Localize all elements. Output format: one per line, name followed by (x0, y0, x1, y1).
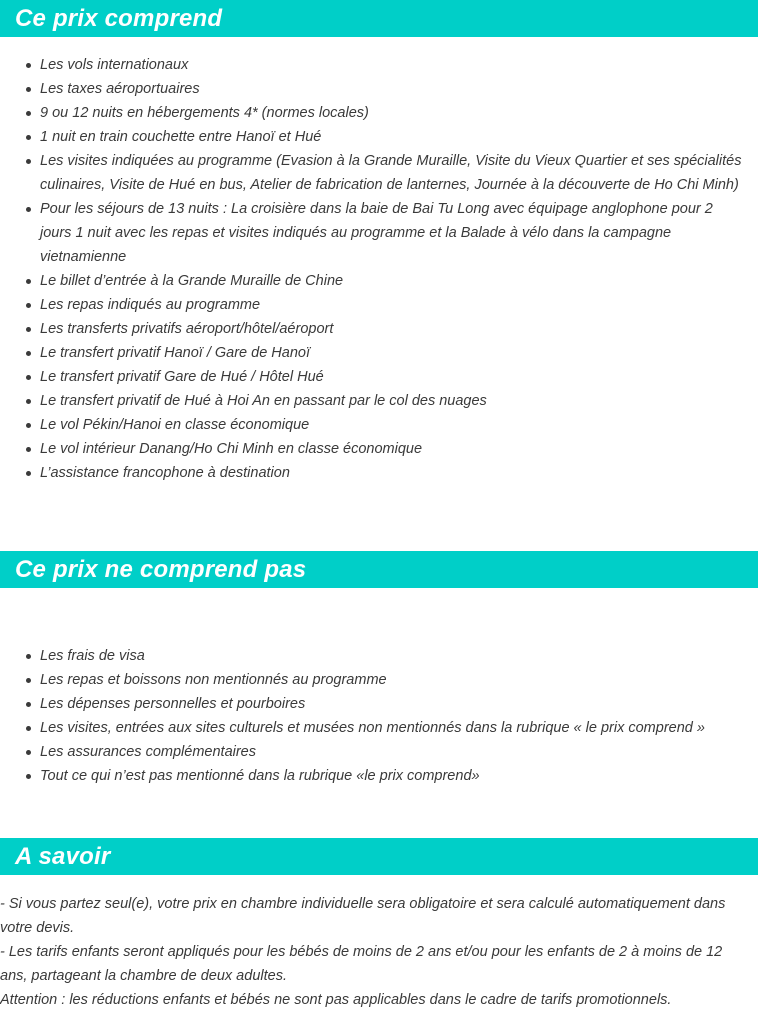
bullet-icon (26, 678, 31, 683)
includes-section (0, 0, 758, 485)
bullet-icon (26, 159, 31, 164)
bullet-icon (26, 726, 31, 731)
includes-list (0, 53, 758, 485)
list-item (0, 341, 758, 365)
list-item (0, 668, 758, 692)
bullet-icon (26, 351, 31, 356)
list-item (0, 293, 758, 317)
list-item-text: Le transfert privatif Gare de Hué / Hôtel Hué (40, 369, 324, 385)
bullet-icon (26, 207, 31, 212)
info-line: Attention : les réductions enfants et bébés ne sont pas applicables dans le cadre de tarifs promotionnels. (0, 992, 672, 1008)
bullet-icon (26, 774, 31, 779)
bullet-icon (26, 750, 31, 755)
info-heading: A savoir (0, 838, 758, 875)
list-item (0, 149, 758, 197)
list-item-text: Les assurances complémentaires (40, 744, 256, 760)
list-item (0, 644, 758, 668)
bullet-icon (26, 279, 31, 284)
list-item-text: Pour les séjours de 13 nuits : La croisière dans la baie de Bai Tu Long avec équipage anglophone pour 2 jours 1 nuit avec les repas et visites indiqués au programme et la Balade à vélo dans la campagne vietnamienne (40, 201, 713, 265)
list-item-text: Les visites indiquées au programme (Evasion à la Grande Muraille, Visite du Vieux Quartier et ses spécialités culinaires, Visite de Hué en bus, Atelier de fabrication de lanternes, Journée à la découverte de Ho Chi Minh) (40, 153, 742, 193)
list-item-text: Tout ce qui n’est pas mentionné dans la rubrique «le prix comprend» (40, 768, 480, 784)
list-item (0, 764, 758, 788)
list-item-text: Le vol Pékin/Hanoi en classe économique (40, 417, 310, 433)
list-item (0, 365, 758, 389)
bullet-icon (26, 327, 31, 332)
info-line: - Si vous partez seul(e), votre prix en chambre individuelle sera obligatoire et sera calculé automatiquement dans votre devis. (0, 896, 726, 936)
bullet-icon (26, 303, 31, 308)
list-item (0, 269, 758, 293)
info-line: - Les tarifs enfants seront appliqués pour les bébés de moins de 2 ans et/ou pour les enfants de 2 à moins de 12 ans, partageant la chambre de deux adultes. (0, 944, 723, 984)
list-item-text: 9 ou 12 nuits en hébergements 4* (normes locales) (40, 105, 369, 121)
bullet-icon (26, 399, 31, 404)
list-item-text: Les vols internationaux (40, 57, 189, 73)
info-section (0, 838, 758, 1012)
bullet-icon (26, 63, 31, 68)
list-item-text: Les repas et boissons non mentionnés au programme (40, 672, 387, 688)
list-item-text: Les frais de visa (40, 648, 145, 664)
bullet-icon (26, 702, 31, 707)
list-item (0, 77, 758, 101)
list-item-text: Le billet d’entrée à la Grande Muraille de Chine (40, 273, 344, 289)
list-item (0, 125, 758, 149)
list-item-text: Le transfert privatif de Hué à Hoi An en passant par le col des nuages (40, 393, 487, 409)
excludes-list (0, 644, 758, 788)
list-item-text: Les taxes aéroportuaires (40, 81, 200, 97)
bullet-icon (26, 375, 31, 380)
list-item (0, 101, 758, 125)
list-item (0, 692, 758, 716)
list-item (0, 461, 758, 485)
bullet-icon (26, 423, 31, 428)
info-body (0, 892, 758, 1012)
list-item (0, 413, 758, 437)
list-item-text: Le transfert privatif Hanoï / Gare de Hanoï (40, 345, 310, 361)
list-item-text: Le vol intérieur Danang/Ho Chi Minh en classe économique (40, 441, 423, 457)
includes-heading: Ce prix comprend (0, 0, 758, 37)
list-item (0, 317, 758, 341)
bullet-icon (26, 447, 31, 452)
list-item-text: Les repas indiqués au programme (40, 297, 261, 313)
list-item-text: Les visites, entrées aux sites culturels et musées non mentionnés dans la rubrique « le prix comprend » (40, 720, 705, 736)
list-item-text: L’assistance francophone à destination (40, 465, 290, 481)
excludes-heading: Ce prix ne comprend pas (0, 551, 758, 588)
list-item (0, 53, 758, 77)
bullet-icon (26, 87, 31, 92)
bullet-icon (26, 135, 31, 140)
list-item (0, 740, 758, 764)
bullet-icon (26, 471, 31, 476)
list-item (0, 389, 758, 413)
list-item (0, 197, 758, 269)
list-item (0, 437, 758, 461)
excludes-section (0, 551, 758, 788)
bullet-icon (26, 654, 31, 659)
list-item-text: Les transferts privatifs aéroport/hôtel/aéroport (40, 321, 334, 337)
bullet-icon (26, 111, 31, 116)
list-item-text: 1 nuit en train couchette entre Hanoï et Hué (40, 129, 322, 145)
list-item (0, 716, 758, 740)
list-item-text: Les dépenses personnelles et pourboires (40, 696, 306, 712)
